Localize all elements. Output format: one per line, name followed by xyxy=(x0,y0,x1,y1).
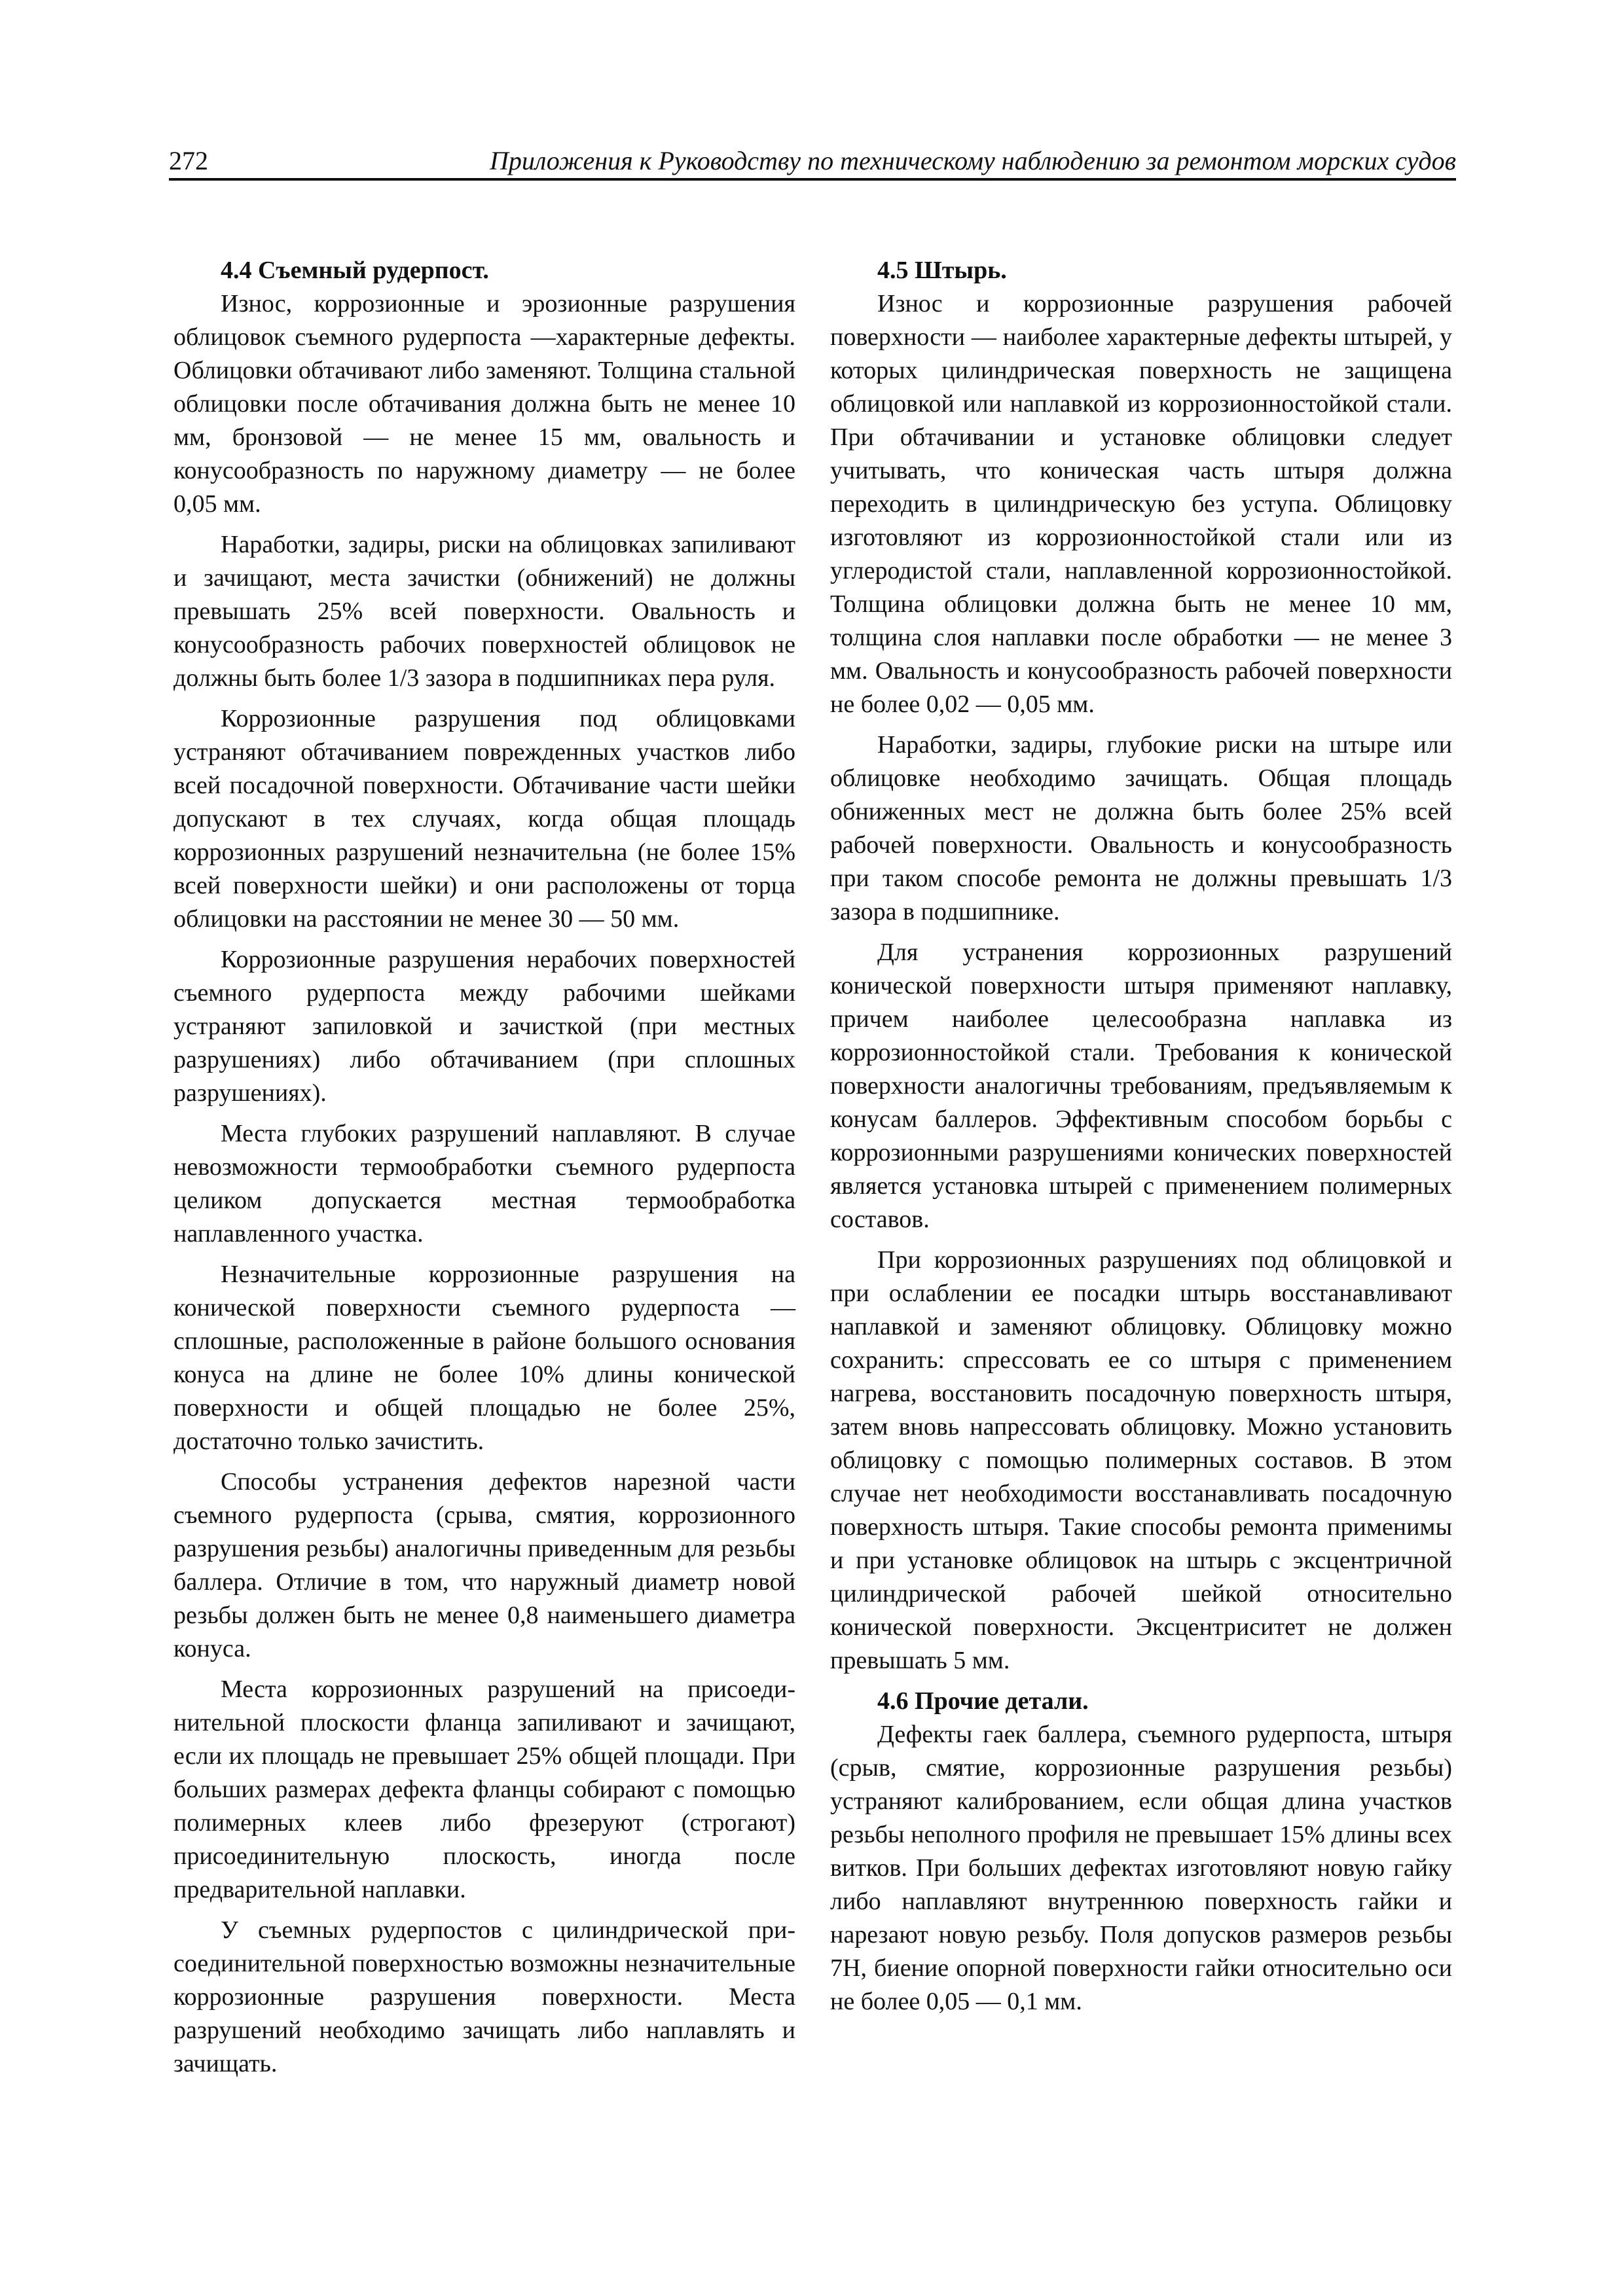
section-heading-4-4: 4.4 Съемный рудерпост. xyxy=(221,257,489,284)
paragraph: Незначительные коррозионные разрушения на конической поверхности съемного рудерпоста — сплошные, расположенные в районе большого основания конуса на длине не более 10% длины конической поверхности и общей площадью не более 25%, достаточно только зачистить. xyxy=(173,1261,795,1455)
section-heading-4-5: 4.5 Штырь. xyxy=(877,257,1007,284)
right-column xyxy=(830,254,1452,2026)
paragraph: Коррозионные разрушения под облицовками устраняют обтачиванием поврежденных участков либо всей посадочной поверхности. Обтачивание части шейки допускают в тех случаях, когда общая площадь коррозионных разрушений незначительна (не более 15% всей поверхности шейки) и они расположены от торца облицовки на расстоянии не менее 30 — 50 мм. xyxy=(173,705,795,933)
paragraph: Места глубоких разрушений наплавляют. В случае невозможности термообработки съемного рудерпоста целиком допускается местная термообработка наплавленного участка. xyxy=(173,1120,795,1247)
running-title: Приложения к Руководству по техническому наблюдению за ремонтом морских судов xyxy=(489,146,1456,175)
paragraph: Места коррозионных разрушений на присоединительной плоскости фланца запиливают и зачищают, если их площадь не превышает 25% общей площади. При больших размерах дефекта фланцы собирают с помощью полимерных клеев либо фрезеруют (строгают) присоединительную плоскость, иногда после предварительной наплавки. xyxy=(173,1676,795,1903)
paragraph: Для устранения коррозионных разрушений конической поверхности штыря применяют наплавку, причем наиболее целесообразна наплавка из коррозионностойкой стали. Требования к конической поверхности аналогичны требованиям, предъявляемым к конусам баллеров. Эффективным способом борьбы с коррозионными разрушениями конических поверхностей является установка штырей с применением полимерных составов. xyxy=(830,939,1452,1233)
left-column xyxy=(173,254,795,2088)
paragraph: У съемных рудерпостов с цилиндрической присоединительной поверхностью возможны незначительные коррозионные разрушения поверхности. Места разрушений необходимо зачищать либо наплавлять и зачищать. xyxy=(173,1916,795,2077)
paragraph: Коррозионные разрушения нерабочих поверхностей съемного рудерпоста между рабочими шейками устраняют запиловкой и зачисткой (при местных разрушениях) либо обтачиванием (при сплошных разрушениях). xyxy=(173,946,795,1107)
paragraph: Наработки, задиры, глубокие риски на штыре или облицовке необходимо зачищать. Общая площадь обниженных мест не должна быть более 25% всей рабочей поверхности. Овальность и конусообразность при таком способе ремонта не должны превышать 1/3 зазора в подшипнике. xyxy=(830,731,1452,925)
header-rule xyxy=(169,178,1456,181)
paragraph: Дефекты гаек баллера, съемного рудерпоста, штыря (срыв, смятие, коррозионные разрушения резьбы) устраняют калиброванием, если общая длина участков резьбы неполного профиля не превышает 15% длины всех витков. При больших дефектах изготовляют новую гайку либо наплавляют внутреннюю поверхность гайки и нарезают новую резьбу. Поля допусков размеров резьбы 7Н, биение опорной поверхности гайки относительно оси не более 0,05 — 0,1 мм. xyxy=(830,1721,1452,2015)
paragraph: Наработки, задиры, риски на облицовках запиливают и зачищают, места зачистки (обнижений) не должны превышать 25% всей поверхности. Овальность и конусообразность рабочих поверхностей облицовок не должны быть более 1/3 зазора в подшипниках пера руля. xyxy=(173,531,795,692)
paragraph: Способы устранения дефектов нарезной части съемного рудерпоста (срыва, смятия, коррозионного разрушения резьбы) аналогичны приведенным для резьбы баллера. Отличие в том, что наружный диаметр новой резьбы должен быть не менее 0,8 наименьшего диаметра конуса. xyxy=(173,1468,795,1662)
page-number: 272 xyxy=(169,146,208,175)
paragraph: Износ, коррозионные и эрозионные разрушения облицовок съемного рудерпоста —характерные дефекты. Облицовки обтачивают либо заменяют. Толщина стальной облицовки после обтачивания должна быть не менее 10 мм, бронзовой — не менее 15 мм, овальность и конусообразность по наружному диаметру — не более 0,05 мм. xyxy=(173,290,795,518)
section-heading-4-6: 4.6 Прочие детали. xyxy=(877,1687,1089,1715)
paragraph: Износ и коррозионные разрушения рабочей поверхности — наиболее характерные дефекты штырей, у которых цилиндрическая поверхность не защищена облицовкой или наплавкой из коррозионностойкой стали. При обтачивании и установке облицовки следует учитывать, что коническая часть штыря должна переходить в цилиндрическую без уступа. Облицовку изготовляют из коррозионностойкой стали или из углеродистой стали, наплавленной коррозионностойкой. Толщина облицовки должна быть не менее 10 мм, толщина слоя наплавки после обработки — не менее 3 мм. Овальность и конусообразность рабочей поверхности не более 0,02 — 0,05 мм. xyxy=(830,290,1452,718)
paragraph: При коррозионных разрушениях под облицовкой и при ослаблении ее посадки штырь восстанавливают наплавкой и заменяют облицовку. Облицовку можно сохранить: спрессовать ее со штыря с применением нагрева, восстановить посадочную поверхность штыря, затем вновь напрессовать облицовку. Можно установить облицовку с помощью полимерных составов. В этом случае нет необходимости восстанавливать посадочную поверхность штыря. Такие способы ремонта применимы и при установке облицовок на штырь с эксцентричной цилиндрической рабочей шейкой относительно конической поверхности. Эксцентриситет не должен превышать 5 мм. xyxy=(830,1246,1452,1674)
